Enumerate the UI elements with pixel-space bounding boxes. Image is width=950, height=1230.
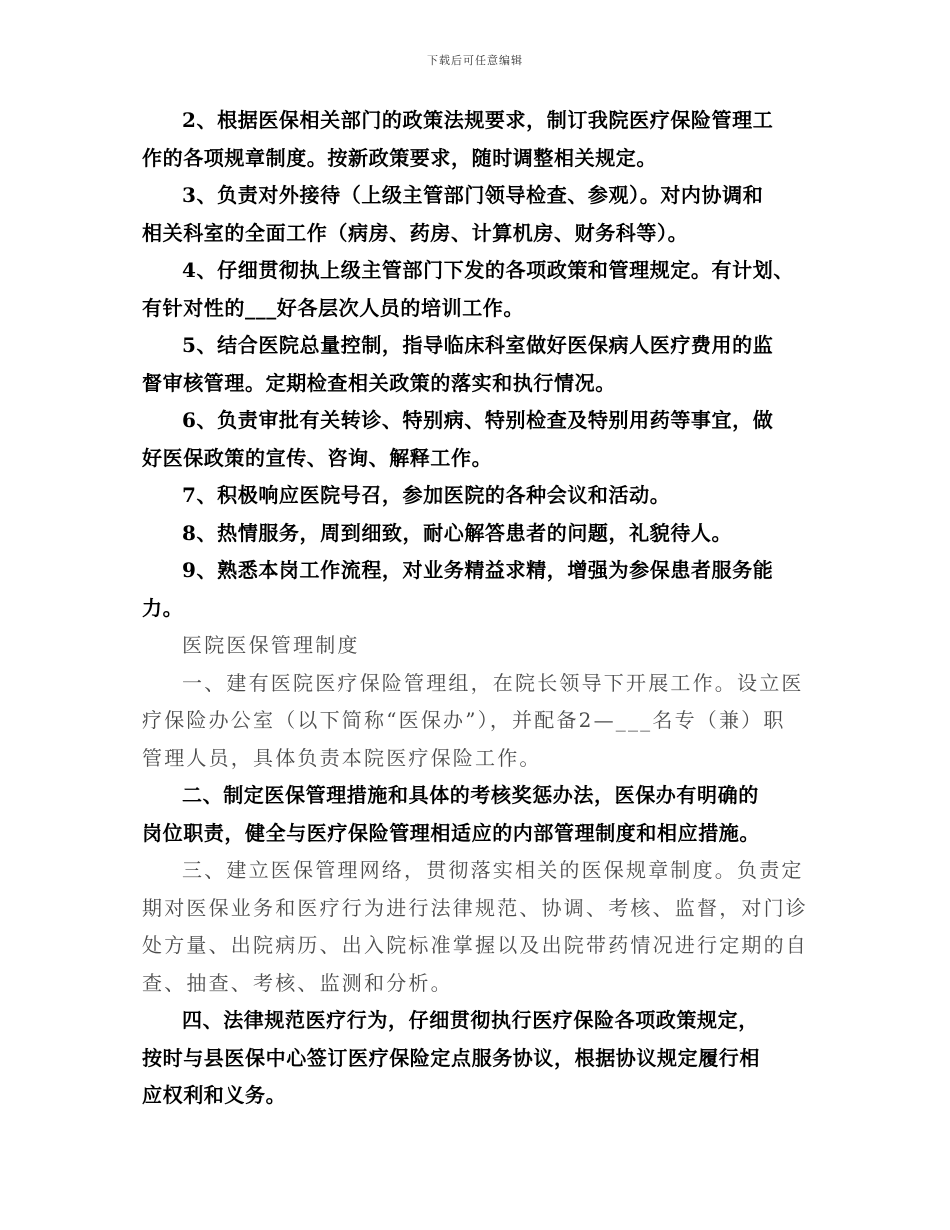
paragraph-line: 疗保险办公室（以下简称“医保办”），并配备2—___名专（兼）职: [142, 708, 786, 732]
paragraph-line: 4、仔细贯彻执上级主管部门下发的各项政策和管理规定。有计划、: [182, 258, 794, 282]
paragraph: [142, 627, 832, 665]
paragraph: [142, 665, 832, 778]
paragraph-line: 3、负责对外接待（上级主管部门领导检查、参观）。对内协调和: [182, 183, 764, 207]
paragraph-line: 医院医保管理制度: [182, 633, 360, 657]
paragraph: [142, 777, 832, 852]
paragraph-line: 5、结合医院总量控制，指导临床科室做好医保病人医疗费用的监: [182, 333, 774, 357]
page-header: 下载后可任意编辑: [427, 54, 523, 67]
paragraph-line: 相关科室的全面工作（病房、药房、计算机房、财务科等）。: [142, 220, 689, 245]
paragraph-line: 管理人员，具体负责本院医疗保险工作。: [142, 745, 542, 770]
paragraph-line: 处方量、出院病历、出入院标准掌握以及出院带药情况进行定期的自: [142, 933, 808, 957]
paragraph-line: 7、积极响应医院号召，参加医院的各种会议和活动。: [182, 483, 671, 507]
paragraph-line: 一、建有医院医疗保险管理组，在院长领导下开展工作。设立医: [182, 670, 804, 695]
paragraph: [142, 552, 832, 627]
paragraph-line: 二、制定医保管理措施和具体的考核奖惩办法，医保办有明确的: [182, 783, 759, 807]
paragraph: [142, 252, 832, 327]
paragraph-line: 三、建立医保管理网络，贯彻落实相关的医保规章制度。负责定: [182, 858, 804, 882]
paragraph: [142, 852, 832, 1002]
paragraph-line: 2、根据医保相关部门的政策法规要求，制订我院医疗保险管理工: [182, 108, 774, 132]
paragraph-line: 力。: [142, 595, 184, 620]
paragraph-line: 督审核管理。定期检查相关政策的落实和执行情况。: [142, 370, 616, 395]
paragraph-line: 查、抽查、考核、监测和分析。: [142, 970, 453, 995]
paragraph: [142, 327, 832, 402]
paragraph-line: 6、负责审批有关转诊、特别病、特别检查及特别用药等事宜，做: [182, 408, 774, 432]
paragraph: [142, 102, 832, 177]
paragraph-line: 四、法律规范医疗行为，仔细贯彻执行医疗保险各项政策规定，: [182, 1008, 759, 1032]
paragraph-line: 好医保政策的宣传、咨询、解释工作。: [142, 445, 493, 470]
paragraph-line: 有针对性的___好各层次人员的培训工作。: [142, 295, 524, 320]
paragraph-line: 作的各项规章制度。按新政策要求，随时调整相关规定。: [142, 145, 657, 170]
paragraph: [142, 515, 832, 553]
paragraph: [142, 402, 832, 477]
paragraph-line: 8、热情服务，周到细致，耐心解答患者的问题，礼貌待人。: [182, 520, 733, 545]
paragraph-line: 期对医保业务和医疗行为进行法律规范、协调、考核、监督，对门诊: [142, 895, 808, 920]
paragraph: [142, 477, 832, 515]
paragraph-line: 9、熟悉本岗工作流程，对业务精益求精，增强为参保患者服务能: [182, 558, 774, 582]
paragraph: [142, 177, 832, 252]
paragraph: [142, 1002, 832, 1115]
paragraph-line: 岗位职责，健全与医疗保险管理相适应的内部管理制度和相应措施。: [142, 820, 760, 845]
document-body: [142, 102, 832, 1115]
paragraph-line: 应权利和义务。: [142, 1083, 287, 1107]
paragraph-line: 按时与县医保中心签订医疗保险定点服务协议，根据协议规定履行相: [142, 1045, 760, 1070]
